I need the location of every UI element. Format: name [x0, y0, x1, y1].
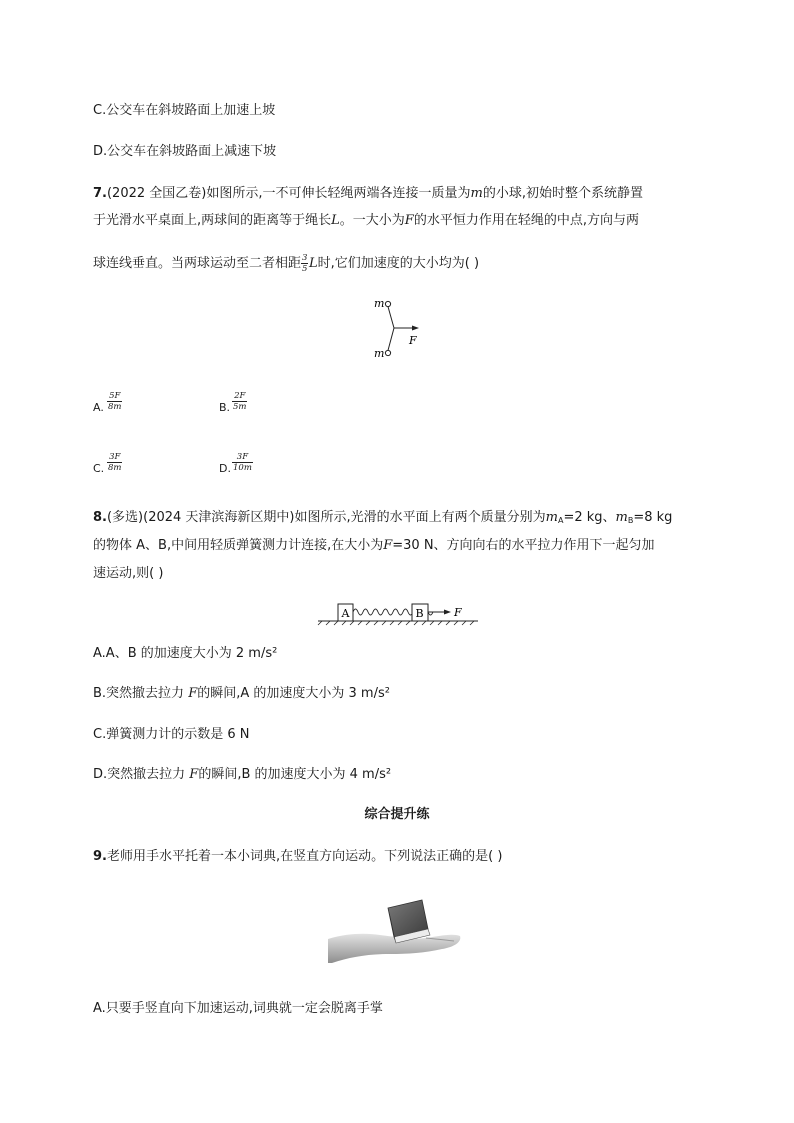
q9-stem: 9.老师用手水平托着一本小词典,在竖直方向运动。下列说法正确的是( ) [93, 849, 503, 864]
ground-hatch [318, 621, 474, 625]
rope [388, 307, 394, 351]
q8-spring-figure [316, 600, 480, 626]
q7-stem-line1: 7.(2022 全国乙卷)如图所示,一不可伸长轻绳两端各连接一质量为m的小球,初始时整个系统静置 [93, 186, 643, 201]
q6-option-c: C.公交车在斜坡路面上加速上坡 [93, 103, 276, 118]
mass-top-label: m [374, 297, 385, 310]
force-arrow-head [412, 326, 419, 331]
three-fifths-fraction: $\frac{3}{5}$ [302, 253, 308, 274]
q7-stem-line3: 球连线垂直。当两球运动至二者相距 $\frac{3}{5}$ L时,它们加速度的大小均为( ) [93, 253, 480, 274]
q8-stem-line2: 的物体 A、B,中间用轻质弹簧测力计连接,在大小为F=30 N、方向向右的水平拉力作用下一起匀加 [93, 538, 655, 553]
force-label: F [409, 334, 417, 347]
q8-number: 8. [93, 510, 107, 525]
bottom-ball [385, 350, 390, 355]
block-b-label: B [415, 607, 424, 620]
section-title: 综合提升练 [364, 807, 430, 822]
q8-stem-line1: 8.(多选)(2024 天津滨海新区期中)如图所示,光滑的水平面上有两个质量分别为$m_A=2$ kg、$m_B=8$ kg [93, 510, 673, 525]
q7-stem-line2: 于光滑水平桌面上,两球间的距离等于绳长L。一大小为F的水平恒力作用在轻绳的中点,方向与两 [93, 213, 639, 228]
q8-option-a: A.A、B 的加速度大小为 2 m/s² [93, 646, 278, 661]
q8-option-c: C.弹簧测力计的示数是 6 N [93, 727, 250, 742]
mass-bottom-label: m [374, 347, 385, 360]
q8-option-b: B.突然撤去拉力 F的瞬间,A 的加速度大小为 3 m/s² [93, 686, 390, 701]
pull-force-head [444, 610, 451, 615]
q8-option-d: D.突然撤去拉力 F的瞬间,B 的加速度大小为 4 m/s² [93, 767, 392, 782]
block-a-label: A [341, 607, 350, 620]
mass-symbol: m [470, 186, 483, 201]
q6-option-d: D.公交车在斜坡路面上减速下坡 [93, 144, 277, 159]
q9-option-a: A.只要手竖直向下加速运动,词典就一定会脱离手掌 [93, 1001, 383, 1016]
q9-number: 9. [93, 849, 107, 864]
q8-stem-line3: 速运动,则( ) [93, 566, 164, 581]
pull-force-label: F [454, 606, 462, 619]
top-ball [385, 301, 390, 306]
q7-number: 7. [93, 186, 107, 201]
q7-rope-figure [368, 296, 428, 362]
hand-holding-book-image [328, 893, 462, 967]
